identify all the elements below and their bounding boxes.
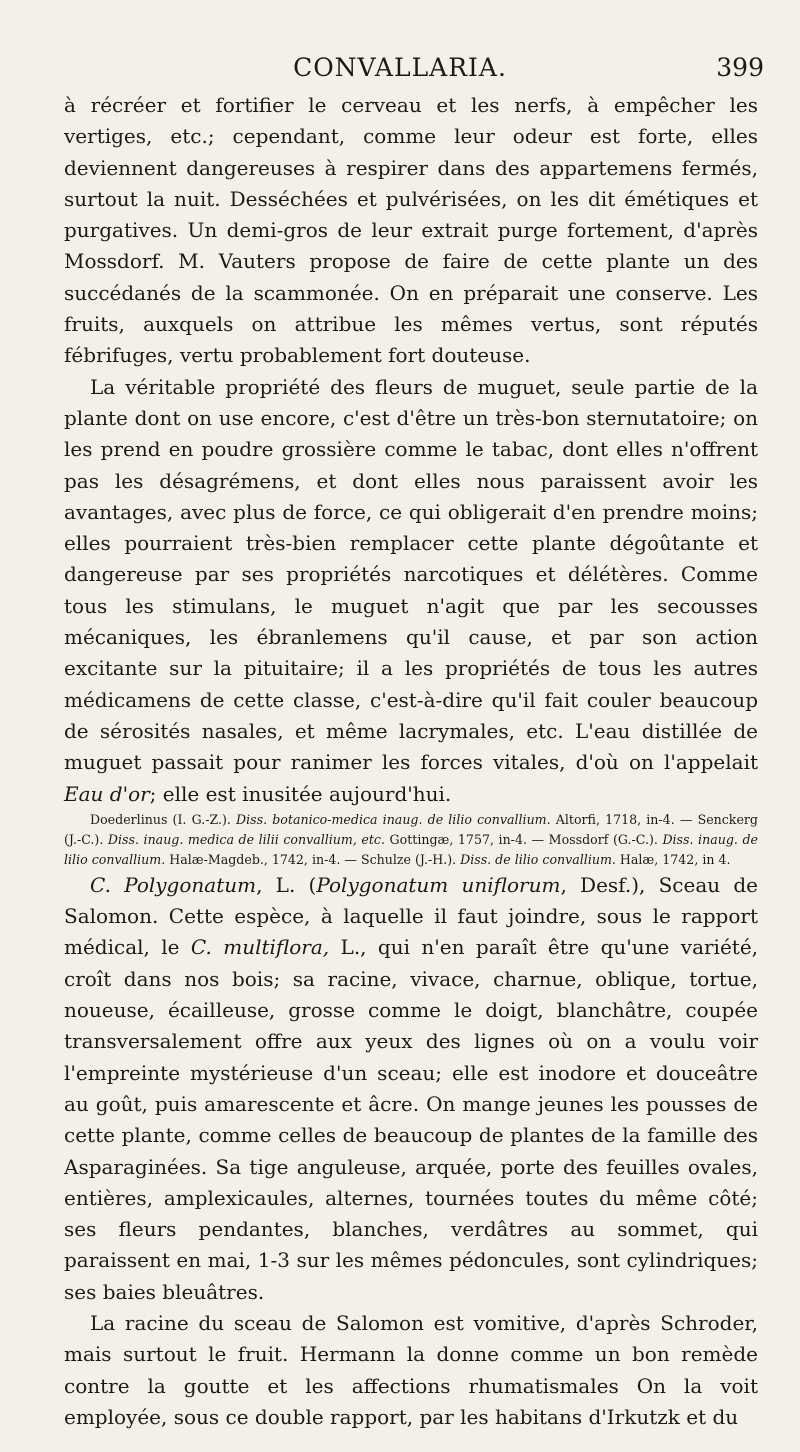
ref-text: Gottingæ, 1757, in-4. — Mossdorf (G.-C.).: [384, 831, 663, 847]
paragraph-text: , L. (: [256, 872, 317, 897]
ref-text: Halæ, 1742, in 4.: [615, 851, 731, 867]
paragraph-polygonatum: [64, 870, 758, 1308]
eau-d-or-term: Eau d'or: [64, 781, 150, 806]
ref-title: Diss. inaug. de lilio convallium.: [64, 831, 758, 867]
paragraph-text: L., qui n'en paraît être qu'une variété, croît dans nos bois; sa racine, vivace, charnue, oblique, tortue, noueuse, écailleuse, grosse comme le doigt, blanchâtre, coupée transversalement offre aux yeux des lignes où on a voulu voir l'empreinte mystérieuse d'un sceau; elle est inodore et douceâtre au goût, puis amarescente et âcre. On mange jeunes les pousses de cette plante, comme celles de beaucoup de plantes de la famille des Asparaginées. Sa tige anguleuse, arquée, porte des feuilles ovales, entières, amplexicaules, alternes, tournées toutes du même côté; ses fleurs pendantes, blanches, verdâtres au sommet, qui paraissent en mai, 1-3 sur les mêmes pédoncules, sont cylindriques; ses baies bleuâtres.: [64, 935, 759, 1304]
ref-text: Doederlinus (I. G.-Z.).: [90, 811, 237, 827]
paragraph-2-end: ; elle est inusitée aujourd'hui.: [149, 781, 452, 806]
species-name: C. Polygonatum: [90, 872, 257, 897]
ref-text: Altorfi, 1718, in-4. — Senckerg (J.-C.).: [64, 811, 758, 847]
bibliography-notes: [64, 810, 758, 870]
paragraph-text: , Desf.), Sceau de Salomon. Cette espèce, à laquelle il faut joindre, sous le rapport médical, le: [64, 872, 759, 960]
running-title: CONVALLARIA.: [293, 53, 507, 82]
page-header: [0, 48, 800, 88]
page-number: 399: [716, 53, 764, 82]
paragraph-2: [64, 372, 758, 810]
paragraph-1: à récréer et fortifier le cerveau et les nerfs, à empêcher les vertiges, etc.; cependant, comme leur odeur est forte, elles deviennent dangereuses à respirer dans des appartemens fermés, surtout la nuit. Desséchées et pulvérisées, on les dit émétiques et purgatives. Un demi-gros de leur extrait purge fortement, d'après Mossdorf. M. Vauters propose de faire de cette plante un des succédanés de la scammonée. On en préparait une conserve. Les fruits, auxquels on attribue les mêmes vertus, sont réputés fébrifuges, vertu probablement fort douteuse.: [64, 93, 758, 368]
variety-name: C. multiflora,: [190, 935, 330, 960]
paragraph-last: La racine du sceau de Salomon est vomitive, d'après Schroder, mais surtout le fruit. Hermann la donne comme un bon remède contre la goutte et les affections rhumatismales On la voit employée, sous ce double rapport, par les habitans d'Irkutzk et du: [64, 1310, 758, 1429]
page-body: [64, 90, 758, 1433]
synonym-name: Polygonatum uniflorum: [316, 872, 561, 897]
paragraph-2-text: La véritable propriété des fleurs de muguet, seule partie de la plante dont on use encore, c'est d'être un très-bon sternutatoire; on les prend en poudre grossière comme le tabac, dont elles n'offrent pas les désagrémens, et dont elles nous paraissent avoir les avantages, avec plus de force, ce qui obligerait d'en prendre moins; elles pourraient très-bien remplacer cette plante dégoûtante et dangereuse par ses propriétés narcotiques et délétères. Comme tous les stimulans, le muguet n'agit que par les secousses mécaniques, les ébranlemens qu'il cause, et par son action excitante sur la pituitaire; il a les propriétés de tous les autres médicamens de cette classe, c'est-à-dire qu'il fait couler beaucoup de sérosités nasales, et même lacrymales, etc. L'eau distillée de muguet passait pour ranimer les forces vitales, d'où on l'appelait: [64, 374, 758, 775]
ref-text: Halæ-Magdeb., 1742, in-4. — Schulze (J.-H.).: [165, 851, 461, 867]
ref-title: Diss. de lilio convallium.: [460, 851, 616, 867]
ref-title: Diss. botanico-medica inaug. de lilio convallium.: [236, 811, 551, 827]
ref-title: Diss. inaug. medica de lilii convallium, etc.: [107, 831, 385, 847]
